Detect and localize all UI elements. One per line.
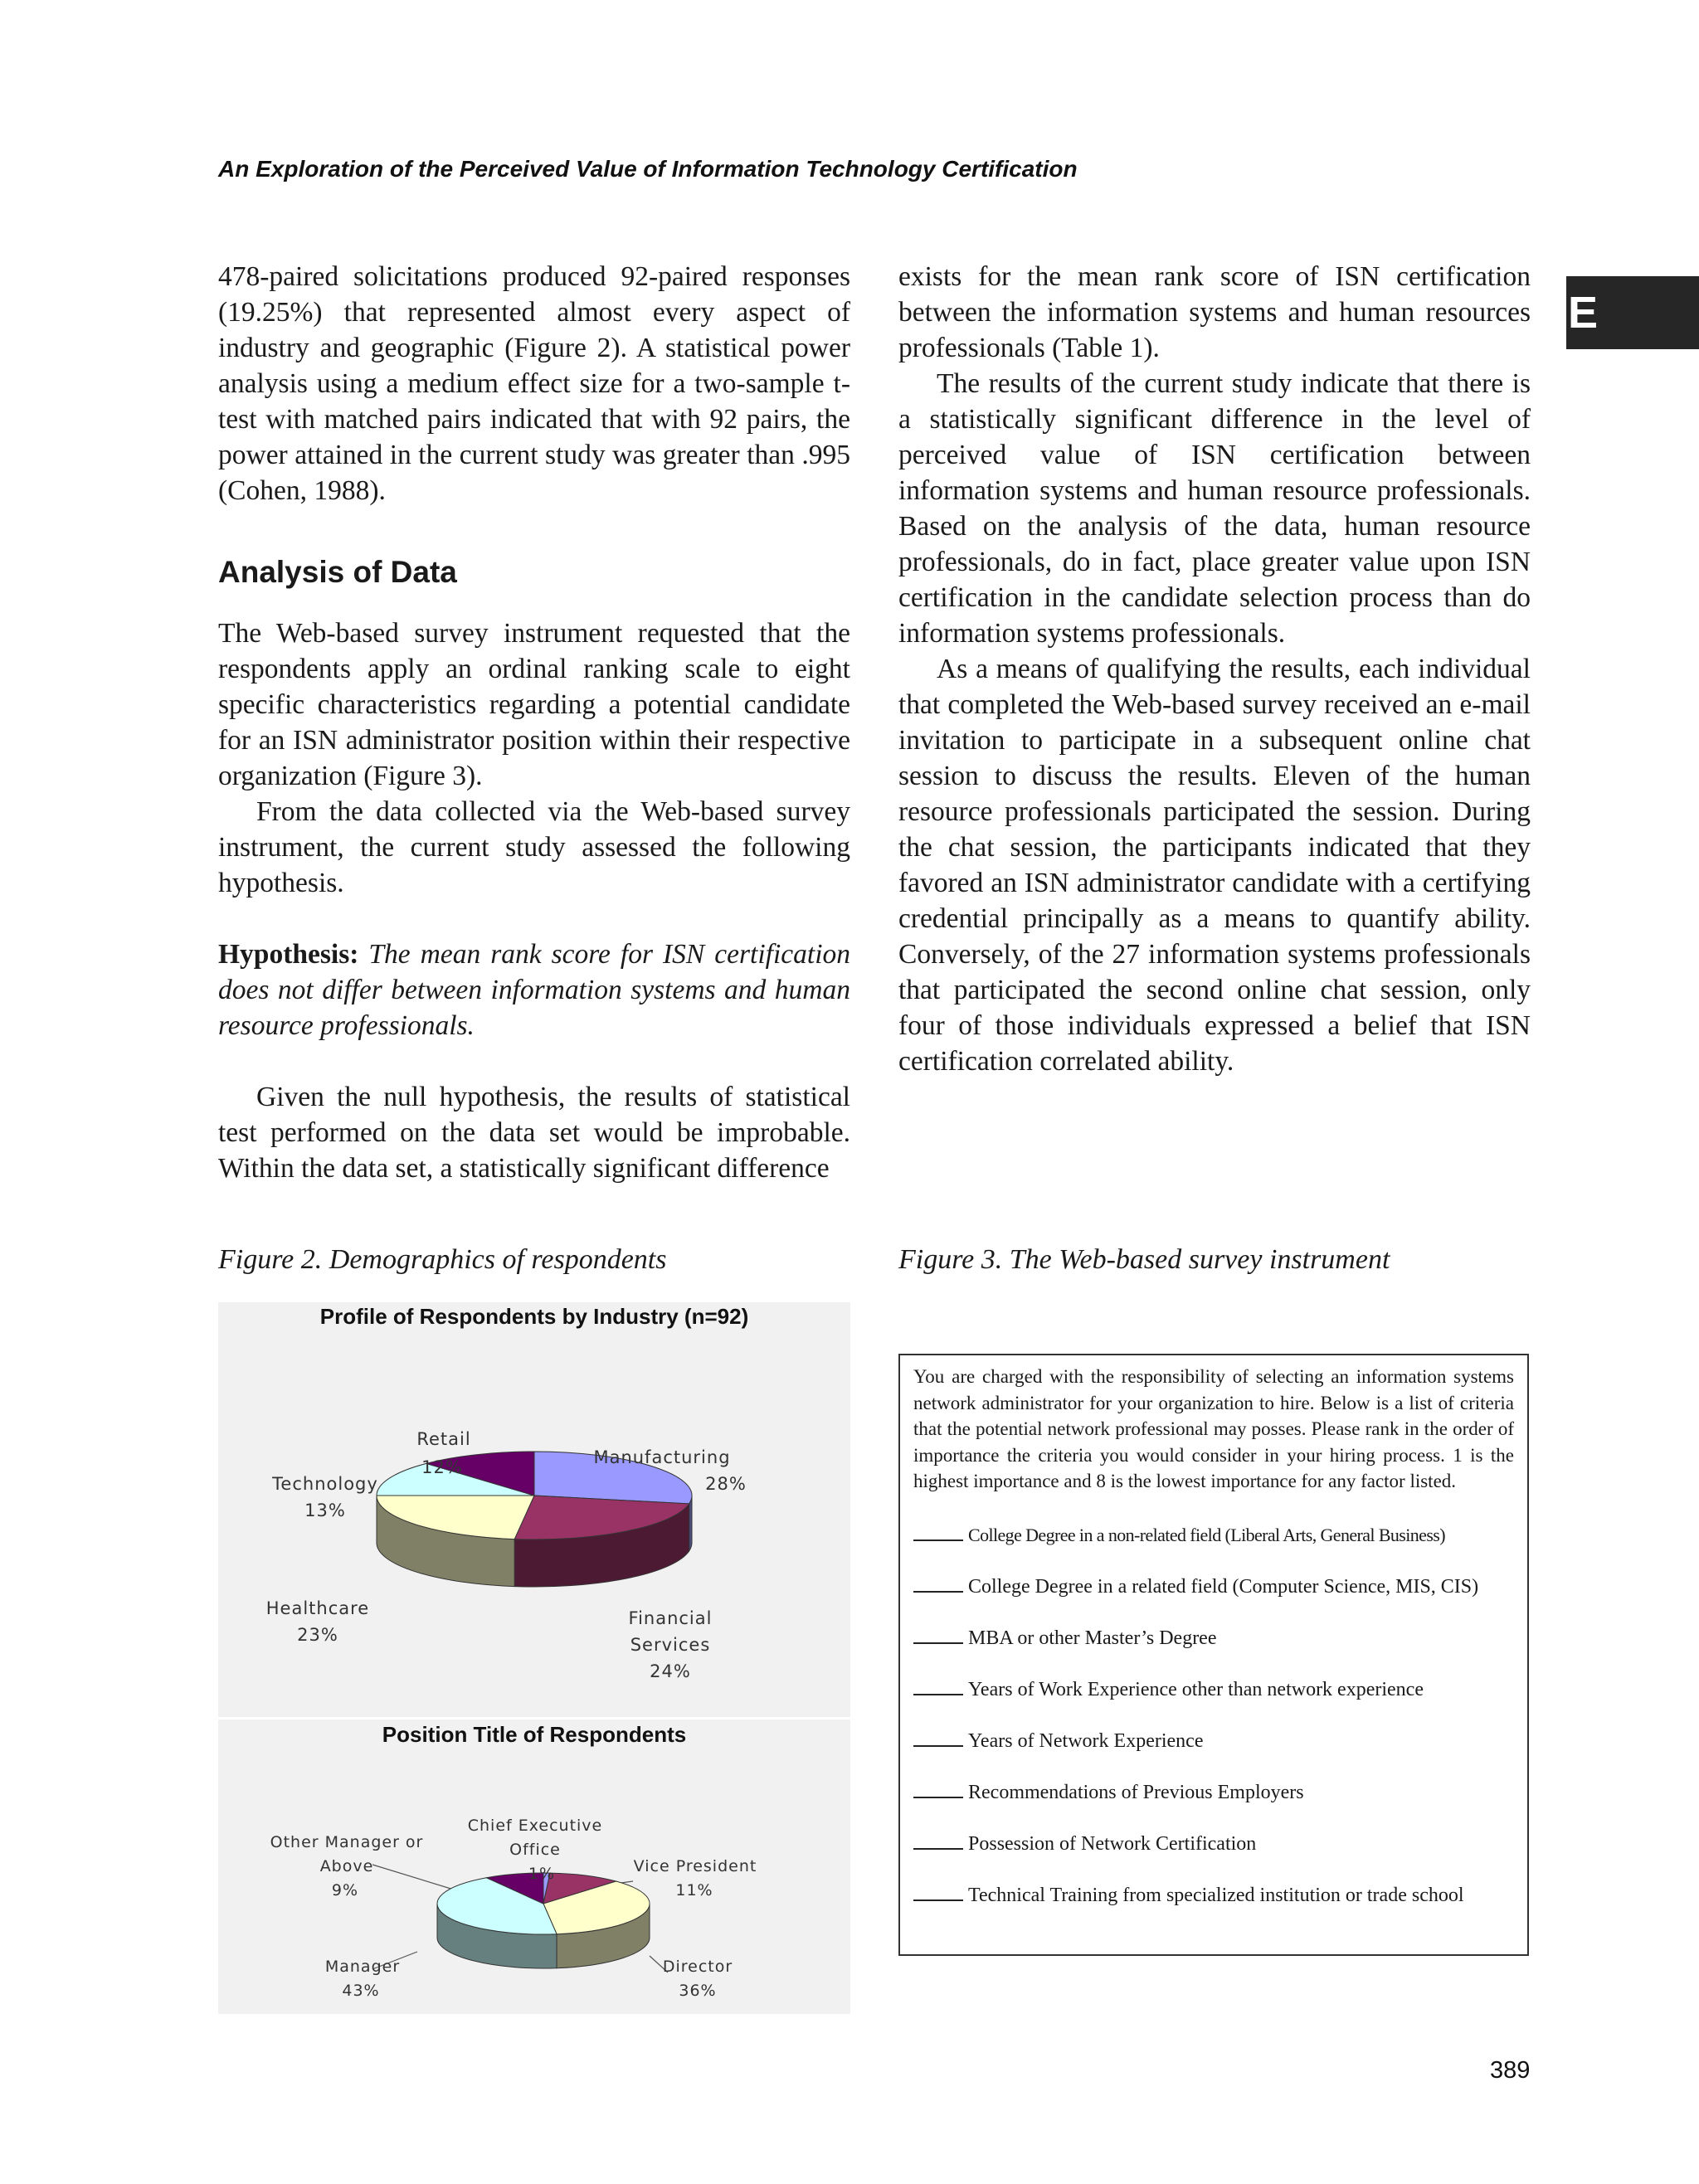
right-column (898, 259, 1531, 1079)
slice-label-technology: Technology (272, 1474, 378, 1494)
figure-3-caption: Figure 3. The Web-based survey instrument (898, 1244, 1390, 1275)
rank-blank (913, 1833, 963, 1850)
slice-label-retail: Retail (416, 1429, 471, 1449)
hypothesis-text: The mean rank score for ISN certification does not differ between information systems and human resource professionals. (218, 939, 850, 1041)
hypothesis-label: Hypothesis: (218, 939, 359, 970)
industry-pie-chart (218, 1302, 850, 1717)
slice-label-ceo-line2: Office (509, 1841, 561, 1859)
chart-title: Profile of Respondents by Industry (n=92) (319, 1304, 749, 1329)
criterion-label: Years of Network Experience (968, 1729, 1204, 1752)
slice-label-director: Director (662, 1958, 733, 1976)
chart-title: Position Title of Respondents (382, 1722, 687, 1747)
slice-value-vp: 11% (675, 1881, 713, 1899)
criterion-label: College Degree in a related field (Computer Science, MIS, CIS) (968, 1575, 1479, 1598)
rank-blank (913, 1576, 963, 1593)
page-number: 389 (1490, 2057, 1531, 2084)
survey-criterion (913, 1818, 1514, 1870)
criterion-label: Technical Training from specialized institution or trade school (968, 1884, 1464, 1906)
body-paragraph: Given the null hypothesis, the results of statistical test performed on the data set would be improbable. Within the data set, a statistically significant difference (218, 1082, 850, 1184)
body-paragraph: As a means of qualifying the results, each individual that completed the Web-based survey received an e-mail invitation to participate in a subsequent online chat session to discuss the results. Eleven of the human resource professionals participated the session. During the chat session, the participants indicated that they favored an ISN administrator candidate with a certifying credential principally as a means to quantify ability. Conversely, of the 27 information systems professionals that participated the second online chat session, only four of those individuals expressed a belief that ISN certification correlated ability. (898, 654, 1531, 1077)
criterion-label: MBA or other Master’s Degree (968, 1627, 1217, 1649)
rank-blank (913, 1525, 963, 1541)
slice-value-other: 9% (331, 1881, 359, 1899)
survey-instrument-box (898, 1354, 1529, 1956)
slice-label-manufacturing: Manufacturing (593, 1447, 731, 1467)
body-paragraph: From the data collected via the Web-based survey instrument, the current study assessed the following hypothesis. (218, 796, 850, 898)
left-column (218, 259, 850, 1186)
slice-label-healthcare: Healthcare (265, 1598, 370, 1618)
criterion-label: Recommendations of Previous Employers (968, 1781, 1304, 1803)
slice-value-manager: 43% (342, 1982, 380, 2000)
survey-criterion (913, 1767, 1514, 1818)
slice-label-other-line1: Other Manager or (270, 1833, 424, 1851)
section-heading: Analysis of Data (218, 555, 457, 589)
criterion-label: Years of Work Experience other than network experience (968, 1678, 1424, 1700)
rank-blank (913, 1679, 963, 1695)
rank-blank (913, 1885, 963, 1901)
slice-label-manager: Manager (324, 1958, 401, 1976)
body-paragraph: The Web-based survey instrument requested that the respondents apply an ordinal ranking scale to eight specific characteristics regarding a potential candidate for an ISN administrator position within their respective organization (Figure 3). (218, 618, 850, 791)
slice-label-financial-line2: Services (630, 1635, 711, 1655)
slice-value-manufacturing: 28% (705, 1474, 747, 1494)
survey-criterion (913, 1715, 1514, 1767)
survey-criterion (913, 1664, 1514, 1715)
survey-criterion (913, 1561, 1514, 1612)
section-tab-marker: E (1566, 276, 1699, 349)
body-paragraph: The results of the current study indicate that there is a statistically significant difference in the level of perceived value of ISN certification between information systems and human resource professionals. Based on the analysis of the data, human resource professionals, do in fact, place greater value upon ISN certification in the candidate selection process than do information systems professionals. (898, 368, 1531, 649)
figure-2-caption: Figure 2. Demographics of respondents (218, 1244, 667, 1275)
position-pie-chart (218, 1719, 850, 2014)
survey-intro: You are charged with the responsibility of selecting an information systems network administrator for your organization to hire. Below is a list of criteria that the potential network professional may posses. Please rank in the order of importance the criteria you would consider in your hiring process. 1 is the highest importance and 8 is the lowest importance for any factor listed. (913, 1366, 1514, 1491)
slice-value-ceo: 1% (528, 1865, 556, 1883)
survey-criterion (913, 1612, 1514, 1664)
slice-label-ceo-line1: Chief Executive (467, 1817, 603, 1835)
slice-value-healthcare: 23% (297, 1625, 338, 1645)
position-pie-svg (218, 1719, 850, 2014)
slice-label-other-line2: Above (319, 1857, 374, 1875)
running-header: An Exploration of the Perceived Value of Information Technology Certification (218, 156, 1078, 182)
slice-value-retail: 12% (421, 1457, 463, 1477)
criterion-label: College Degree in a non-related field (Liberal Arts, General Business) (968, 1524, 1445, 1545)
slice-value-financial: 24% (650, 1661, 691, 1681)
survey-criterion (913, 1510, 1514, 1561)
slice-label-vp: Vice President (633, 1857, 757, 1875)
slice-value-director: 36% (679, 1982, 717, 2000)
criterion-label: Possession of Network Certification (968, 1832, 1257, 1855)
survey-criterion (913, 1870, 1514, 1921)
survey-criteria-list (913, 1510, 1514, 1921)
rank-blank (913, 1627, 963, 1644)
rank-blank (913, 1730, 963, 1747)
slice-label-financial-line1: Financial (628, 1608, 713, 1628)
pie-slices (437, 1873, 650, 1968)
rank-blank (913, 1782, 963, 1798)
hypothesis (218, 936, 850, 1043)
body-paragraph: exists for the mean rank score of ISN certification between the information systems and human resources professionals (Table 1). (898, 261, 1531, 363)
slice-value-technology: 13% (304, 1501, 346, 1520)
industry-pie-svg (218, 1302, 850, 1717)
body-paragraph: 478-paired solicitations produced 92-paired responses (19.25%) that represented almost every aspect of industry and geographic (Figure 2). A statistical power analysis using a medium effect size for a two-sample t-test with matched pairs indicated that with 92 pairs, the power attained in the current study was greater than .995 (Cohen, 1988). (218, 261, 850, 506)
